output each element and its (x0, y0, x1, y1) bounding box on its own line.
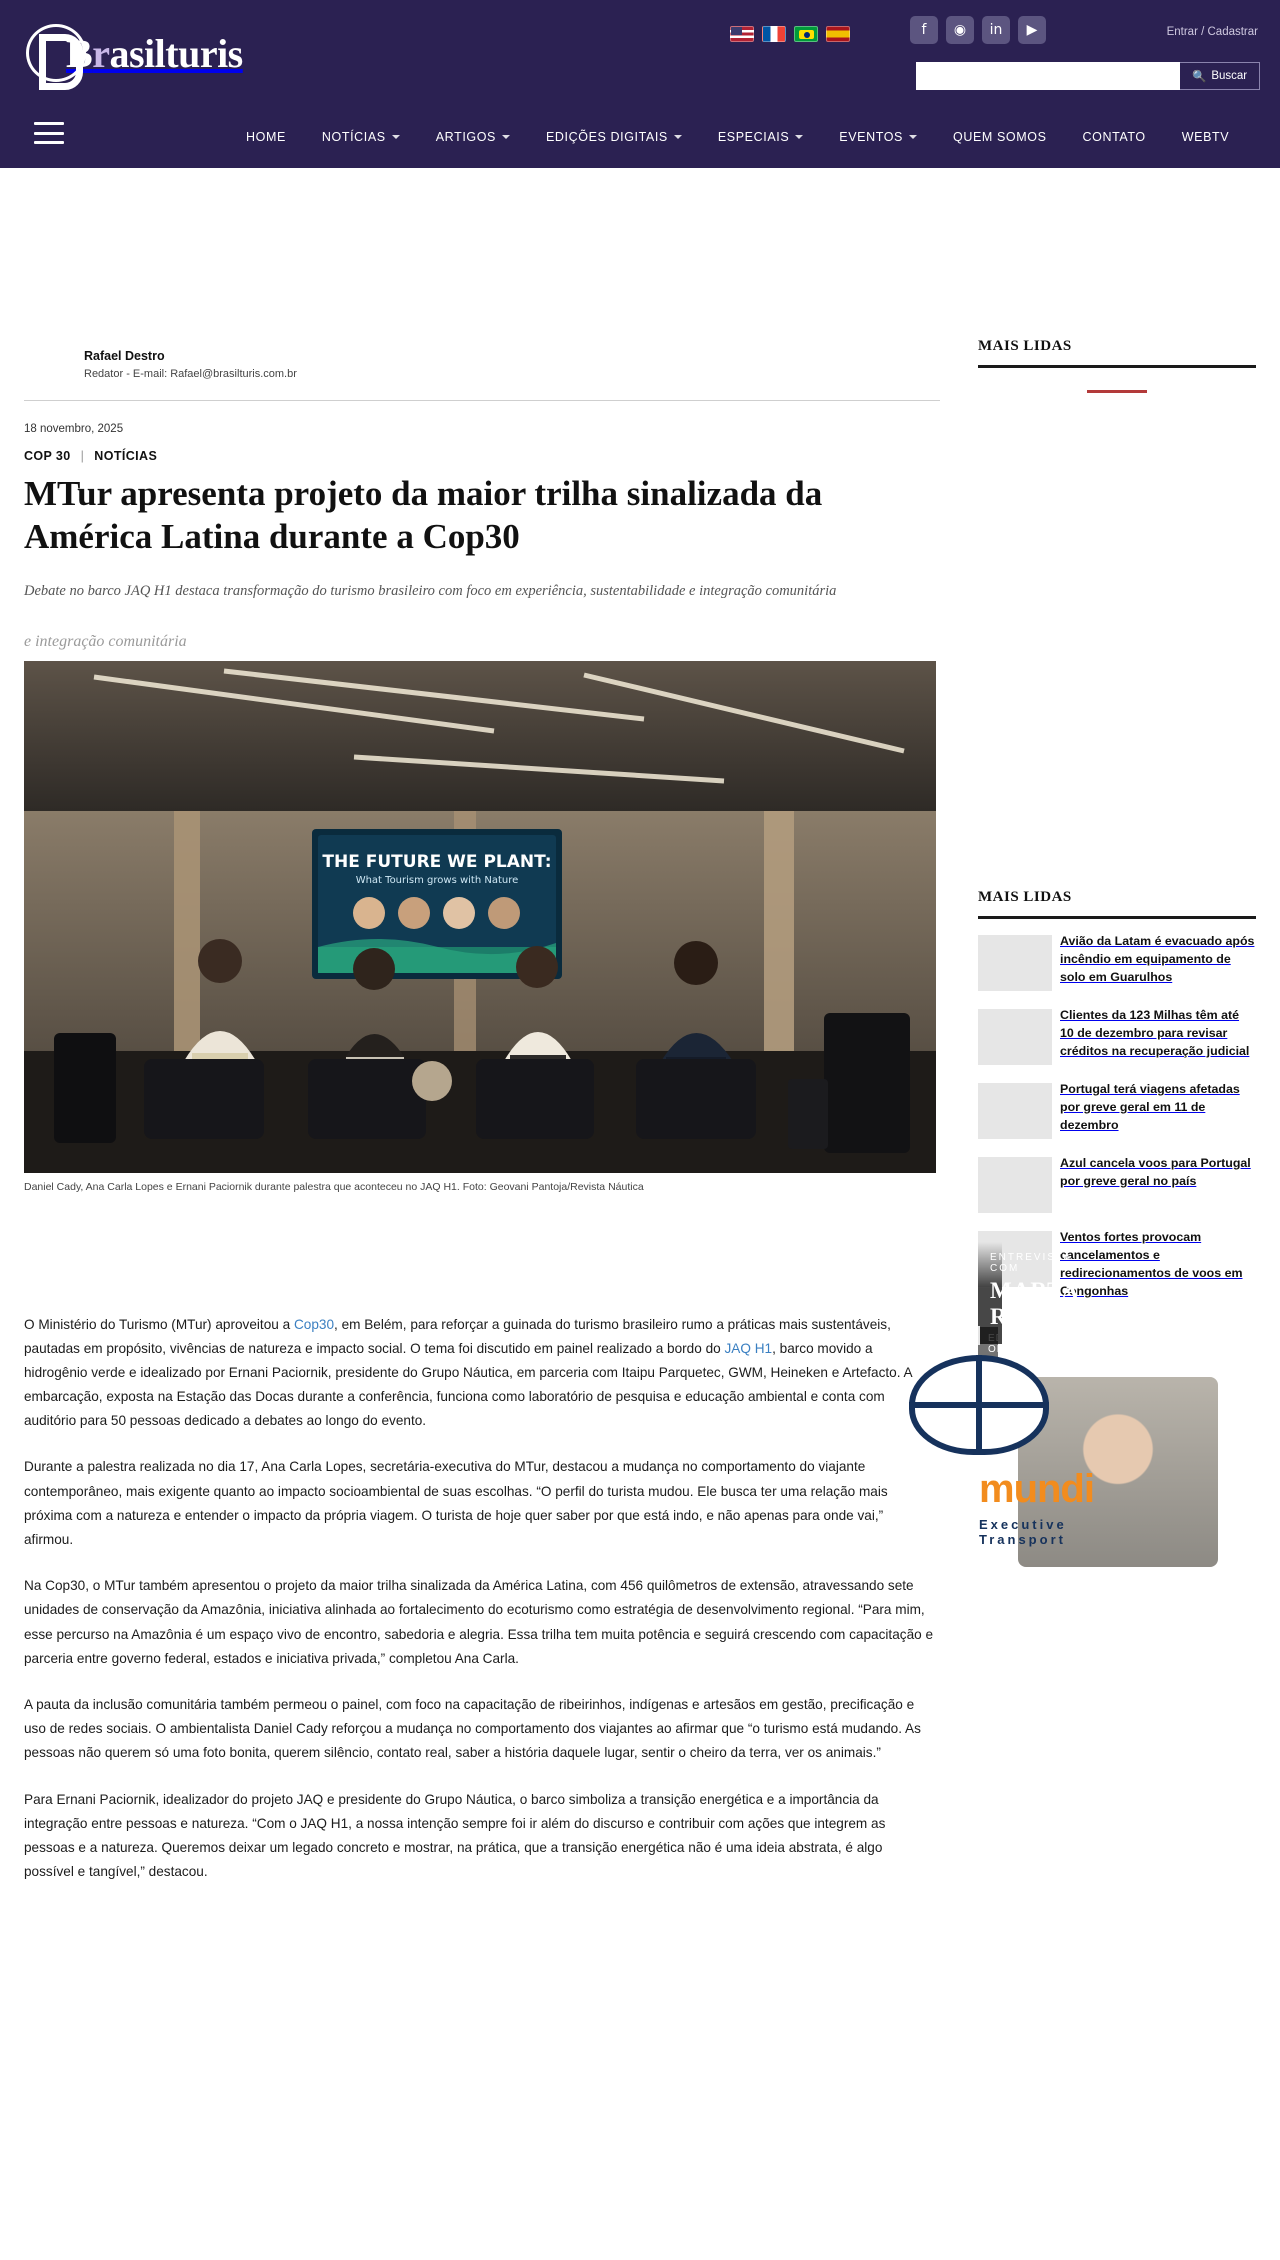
category-list (24, 449, 940, 463)
nav-item-quem-somos[interactable]: QUEM SOMOS (953, 130, 1047, 144)
article-paragraph: A pauta da inclusão comunitária também permeou o painel, com foco na capacitação de ribeirinhos, indígenas e artesãos em gestão, precificação e uso de redes sociais. O ambientalista Daniel Cady reforçou a mudança no comportamento dos viajantes ao afirmar que “o turismo está mudando. As pessoas não querem só uma foto bonita, querem silêncio, contato real, saber a história daquele lugar, sentir o cheiro da terra, ver os animais.” (24, 1696, 921, 1761)
sidebar-title: MAIS LIDAS (978, 889, 1256, 919)
list-item[interactable] (978, 933, 1256, 991)
login-register-link[interactable]: Entrar / Cadastrar (1166, 26, 1258, 38)
chevron-down-icon (392, 135, 400, 139)
mundi-ad-banner[interactable] (978, 1326, 980, 1345)
category-noticias[interactable]: NOTÍCIAS (94, 449, 158, 463)
main-navigation[interactable] (228, 124, 1247, 150)
author-divider (24, 400, 940, 401)
list-item[interactable] (978, 1155, 1256, 1213)
paragraph-text: , barco movido a hidrogênio verde e idealizado por Ernani Paciornik, presidente do Grupo Náutica, em parceria com Itaipu Parquetec, GWM, Heineken e Artefacto. A embarcação, exposta na Estação das Docas durante a conferência, funciona como laboratório de pesquisa e educação ambiental e conta com auditório para 50 pessoas dedicado a debates ao longo do evento. (24, 1340, 912, 1429)
thumbnail-image (978, 1083, 1052, 1139)
nav-item-especiais[interactable]: ESPECIAIS (700, 124, 821, 150)
list-item[interactable] (978, 1081, 1256, 1139)
article-column (24, 338, 940, 1906)
search-button-label: Buscar (1211, 70, 1248, 82)
post-date: 18 novembro, 2025 (24, 423, 124, 435)
hero-image-caption: Daniel Cady, Ana Carla Lopes e Ernani Paciornik durante palestra que aconteceu no JAQ H1. Foto: Geovani Pantoja/Revista Náutica (24, 1180, 644, 1193)
chevron-down-icon (674, 135, 682, 139)
category-cop30[interactable]: COP 30 (24, 449, 71, 463)
link-cop30[interactable]: Cop30 (293, 1316, 335, 1332)
site-logo[interactable] (26, 22, 276, 84)
list-item-title: Avião da Latam é evacuado após incêndio em equipamento de solo em Guarulhos (1060, 934, 1255, 984)
post-subtitle-overflow: e integração comunitária (24, 632, 187, 650)
content-wrapper (0, 338, 1280, 1906)
nav-item-home[interactable]: HOME (246, 130, 286, 144)
most-read-list (978, 933, 1256, 1301)
flag-es-icon[interactable] (826, 26, 850, 42)
list-item[interactable] (978, 1007, 1256, 1065)
list-item-title: Azul cancela voos para Portugal por greve geral no país (1060, 1156, 1251, 1188)
thumbnail-image (978, 1157, 1052, 1213)
instagram-icon[interactable]: ◉ (946, 16, 974, 44)
hero-figure (24, 661, 936, 1195)
chevron-down-icon (795, 135, 803, 139)
author-meta: Redator - E-mail: Rafael@brasilturis.com.br (84, 367, 297, 380)
mid-article-ad-slot (24, 1195, 940, 1313)
nav-item-contato[interactable]: CONTATO (1082, 130, 1146, 144)
nav-item-webtv[interactable]: WEBTV (1181, 130, 1230, 144)
thumbnail-image (978, 1009, 1052, 1065)
article-paragraph (24, 1313, 936, 1434)
svg-text:THE FUTURE WE PLANT:: THE FUTURE WE PLANT: (322, 851, 552, 872)
paragraph-text: , em Belém, para reforçar a guinada do turismo brasileiro rumo a práticas mais sustentáveis, pautadas em propósito, vivências de natureza e impacto social. O tema foi discutido em painel realizado a bordo do (24, 1316, 891, 1356)
chevron-down-icon (909, 135, 917, 139)
nav-item-edicoes-digitais[interactable]: EDIÇÕES DIGITAIS (528, 124, 700, 150)
youtube-icon[interactable]: ▶ (1018, 16, 1046, 44)
list-item-title: Ventos fortes provocam cancelamentos e redirecionamentos de voos em Congonhas (1060, 1230, 1243, 1298)
page-container (0, 168, 1280, 1906)
article-paragraph: Para Ernani Paciornik, idealizador do projeto JAQ e presidente do Grupo Náutica, o barco simboliza a transição energética e a importância da integração entre pessoas e natureza. “Com o JAQ H1, a nossa intenção sempre foi ir além do discurso e contribuir com ações que integrem as pessoas e a natureza. Queremos deixar um legado concreto e mostrar, na prática, que a transição energética não é uma ideia abstrata, é algo possível e tangível,” destacou. (24, 1791, 886, 1880)
nav-item-noticias[interactable]: NOTÍCIAS (304, 124, 418, 150)
search-input[interactable] (916, 62, 1180, 90)
menu-hamburger-icon[interactable] (34, 122, 64, 144)
logo-text: Brasilturis (66, 30, 243, 76)
nav-item-artigos[interactable]: ARTIGOS (418, 124, 528, 150)
author-name: Rafael Destro (84, 348, 165, 363)
hero-image-graphic (24, 661, 936, 1173)
nav-item-eventos[interactable]: EVENTOS (821, 124, 935, 150)
post-subtitle: Debate no barco JAQ H1 destaca transformação do turismo brasileiro com foco em experiência, sustentabilidade e integração comunitária (24, 583, 837, 600)
svg-text:What Tourism grows with Nature: What Tourism grows with Nature (355, 874, 519, 886)
page-title: MTur apresenta projeto da maior trilha sinalizada da América Latina durante a Cop30 (24, 474, 823, 556)
thumbnail-image (978, 935, 1052, 991)
sidebar-placeholder (978, 393, 1256, 863)
sidebar-title: MAIS LIDAS (978, 338, 1256, 368)
sidebar-block-mais-lidas (978, 889, 1256, 1301)
flag-fr-icon[interactable] (762, 26, 786, 42)
article-paragraph: Na Cop30, o MTur também apresentou o projeto da maior trilha sinalizada da América Latina, com 456 quilômetros de extensão, atravessando sete unidades de conservação da Amazônia, iniciativa alinhada ao fortalecimento do ecoturismo como estratégia de desenvolvimento regional. “Para mim, esse percurso na Amazônia é um espaço vivo de encontro, sabedoria e alegria. Essa trilha tem muita potência e seguirá crescendo com capacitação e parceria entre governo federal, estados e iniciativa privada,” completou Ana Carla. (24, 1578, 934, 1666)
top-ad-slot (0, 168, 1280, 338)
link-jaq-h1[interactable]: JAQ H1 (724, 1340, 773, 1356)
category-separator: | (80, 449, 85, 463)
logo-icon (26, 24, 86, 82)
article-body (24, 1313, 940, 1885)
language-flags[interactable] (730, 26, 850, 42)
sidebar-block-mais-lidas-top (978, 338, 1256, 863)
flag-br-icon[interactable] (794, 26, 818, 42)
author-row (24, 338, 940, 400)
chevron-down-icon (502, 135, 510, 139)
article-paragraph: Durante a palestra realizada no dia 17, Ana Carla Lopes, secretária-executiva do MTur, destacou a mudança no comportamento do viajante contemporâneo, mais exigente quanto ao impacto socioambiental de suas escolhas. “O perfil do turista mudou. Ele busca ter uma relação mais próxima com a natureza e entender o impacto da própria viagem. O turista de hoje quer saber por que está indo, e não apenas para onde vai,” afirmou. (24, 1459, 888, 1548)
hero-image (24, 661, 936, 1173)
paragraph-text: O Ministério do Turismo (MTur) aproveitou a (24, 1316, 294, 1332)
list-item-title: Clientes da 123 Milhas têm até 10 de dezembro para revisar créditos na recuperação judicial (1060, 1008, 1250, 1058)
social-links[interactable] (910, 16, 1046, 44)
list-item-title: Portugal terá viagens afetadas por greve geral em 11 de dezembro (1060, 1082, 1240, 1132)
flag-us-icon[interactable] (730, 26, 754, 42)
search-icon: 🔍 (1192, 71, 1207, 83)
linkedin-icon[interactable]: in (982, 16, 1010, 44)
site-header (0, 0, 1280, 168)
sidebar (978, 338, 1256, 1345)
search-button[interactable] (1180, 62, 1260, 90)
search-form[interactable] (916, 62, 1260, 90)
facebook-icon[interactable]: f (910, 16, 938, 44)
